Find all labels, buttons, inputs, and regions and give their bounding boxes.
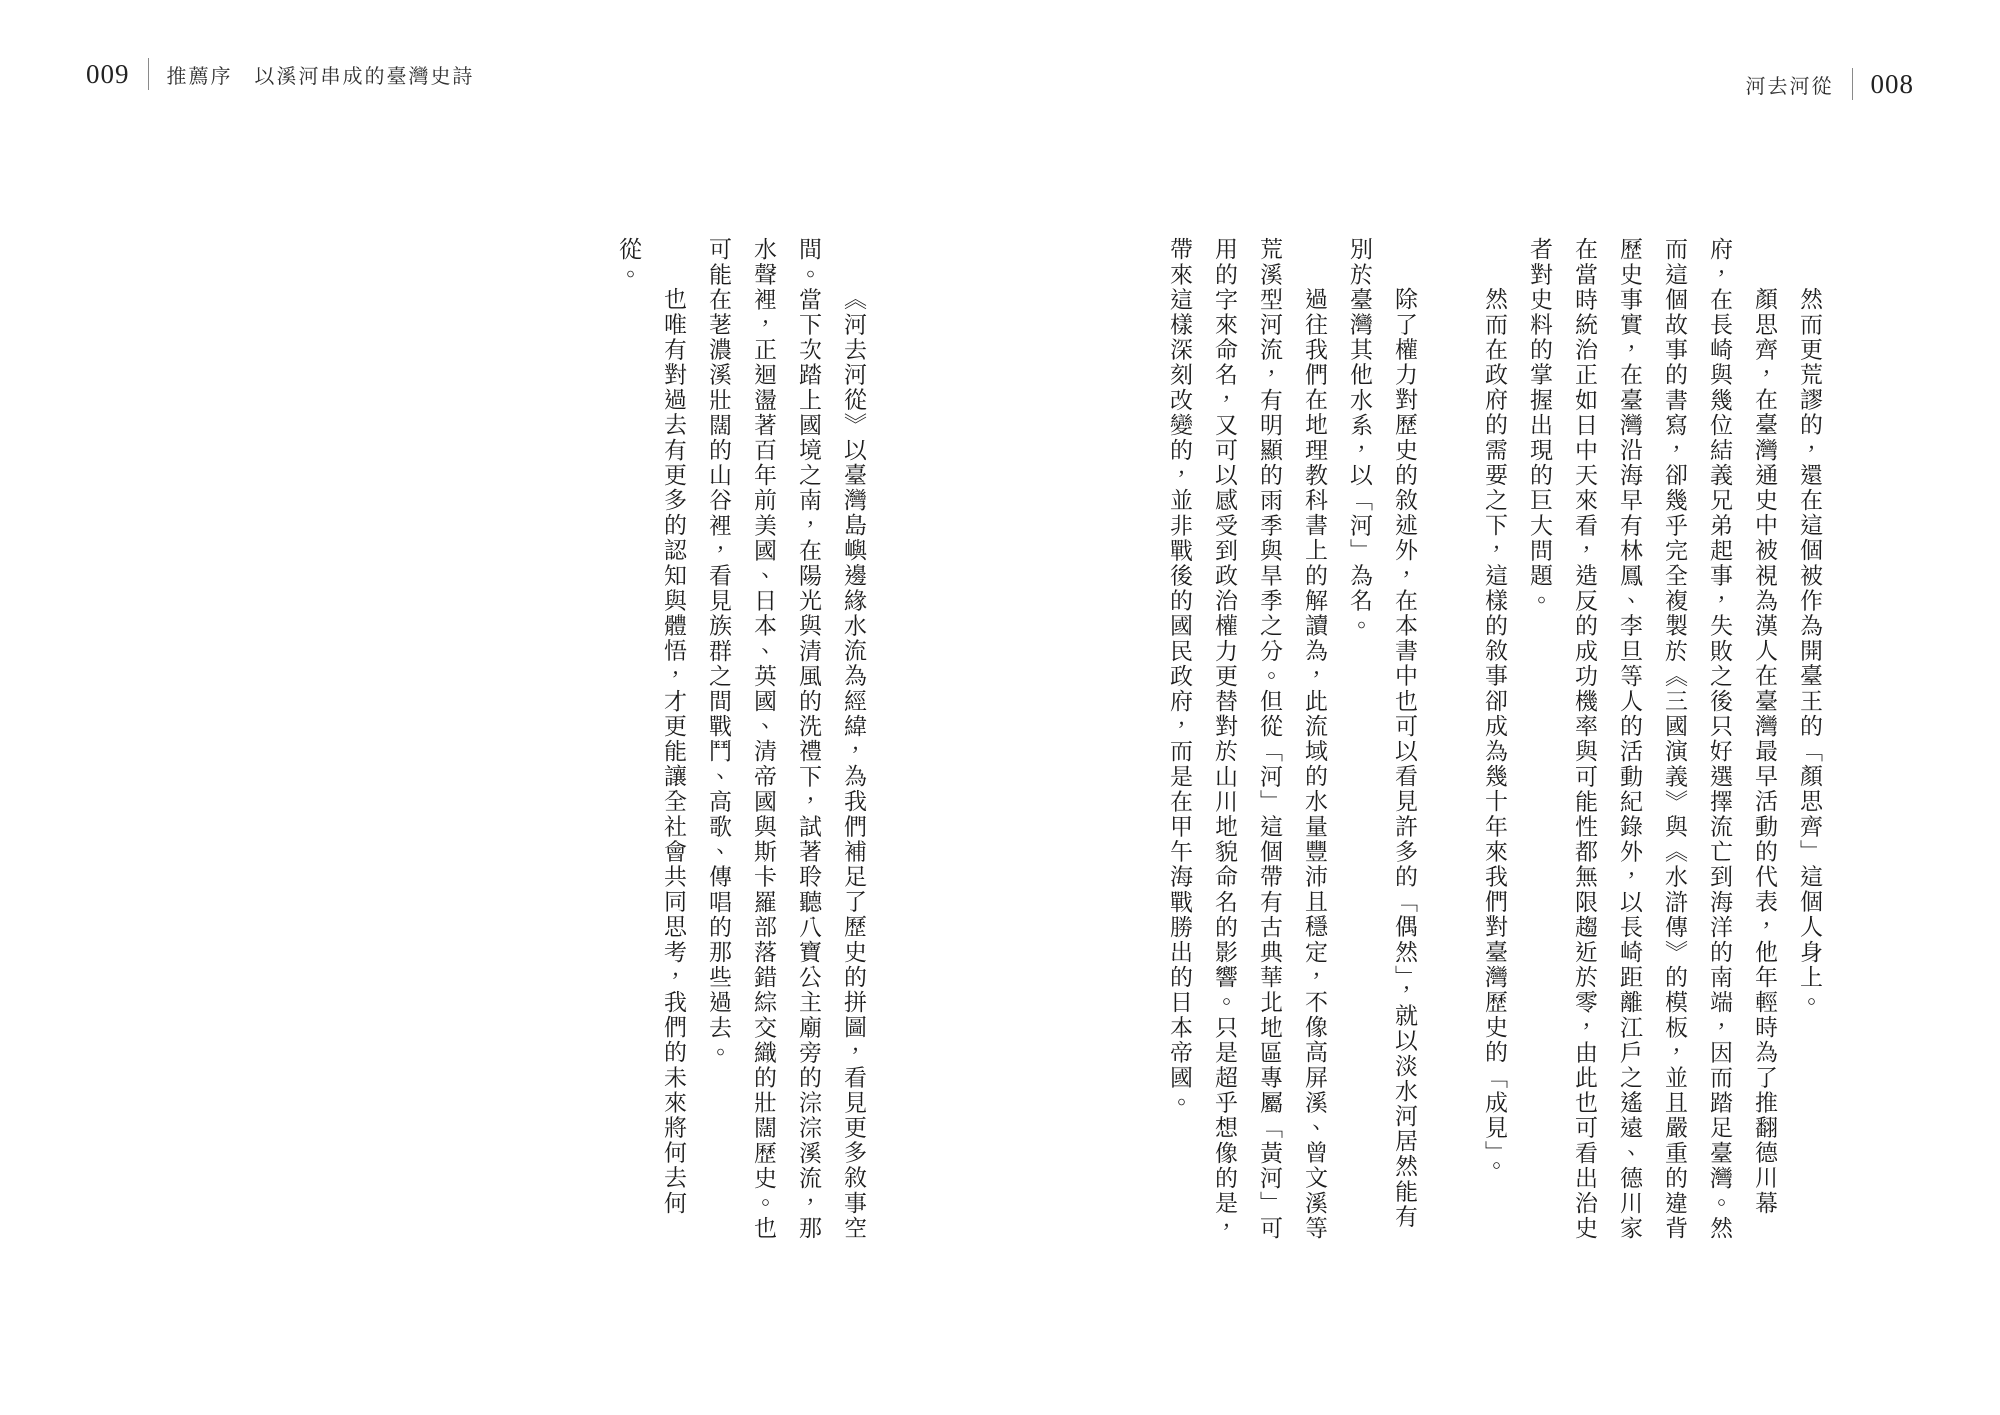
page-number-right: 008	[1870, 68, 1914, 99]
section-label: 推薦序	[166, 65, 233, 88]
paragraph: 過往我們在地理教科書上的解讀為，此流域的水量豐沛且穩定，不像高屏溪、曾文溪等荒溪型河流，有明顯的雨季與旱季之分。但從「河」這個帶有古典華北地區專屬「黃河」可用的字來命名，又可以感受到政治權力更替對於山川地貌命名的影響。只是超乎想像的是，帶來這樣深刻改變的，並非戰後的國民政府，而是在甲午海戰勝出的日本帝國。	[1167, 237, 1327, 1241]
paragraph: 顏思齊，在臺灣通史中被視為漢人在臺灣最早活動的代表，他年輕時為了推翻德川幕府，在長崎與幾位結義兄弟起事，失敗之後只好選擇流亡到海洋的南端，因而踏足臺灣。然而這個故事的書寫，卻幾乎完全複製於《三國演義》與《水滸傳》的模板，並且嚴重的違背歷史事實，在臺灣沿海早有林鳳、李旦等人的活動紀錄外，以長崎距離江戶之遙遠、德川家在當時統治正如日中天來看，造反的成功機率與可能性都無限趨近於零，由此也可看出治史者對史料的掌握出現的巨大問題。	[1527, 237, 1777, 1241]
paragraph: 《河去河從》以臺灣島嶼邊緣水流為經緯，為我們補足了歷史的拼圖，看見更多敘事空間。當下次踏上國境之南，在陽光與清風的洗禮下，試著聆聽八寶公主廟旁的淙淙溪流，那水聲裡，正迴盪著百年前美國、日本、英國、清帝國與斯卡羅部落錯綜交織的壯闊歷史。也可能在荖濃溪壯闊的山谷裡，看見族群之間戰鬥、高歌、傳唱的那些過去。	[706, 237, 866, 1241]
left-page-text	[436, 237, 876, 1243]
header-divider-right	[1852, 68, 1853, 100]
paragraph: 然而更荒謬的，還在這個被作為開臺王的「顏思齊」這個人身上。	[1797, 287, 1822, 1015]
book-title: 河去河從	[1745, 75, 1834, 98]
page-number-left: 009	[86, 58, 130, 89]
header-divider-left	[148, 58, 149, 90]
paragraph: 然而在政府的需要之下，這樣的敘事卻成為幾十年來我們對臺灣歷史的「成見」。	[1482, 287, 1507, 1180]
running-head-right	[1746, 68, 1915, 100]
paragraph: 除了權力對歷史的敘述外，在本書中也可以看見許多的「偶然」，就以淡水河居然能有別於臺灣其他水系，以「河」為名。	[1347, 237, 1417, 1230]
running-head-left	[86, 58, 475, 90]
paragraph: 也唯有對過去有更多的認知與體悟，才更能讓全社會共同思考，我們的未來將何去何從。	[616, 237, 686, 1216]
right-page-text	[1132, 237, 1832, 1243]
section-title: 以溪河串成的臺灣史詩	[254, 65, 475, 88]
section-break	[1427, 237, 1472, 1243]
